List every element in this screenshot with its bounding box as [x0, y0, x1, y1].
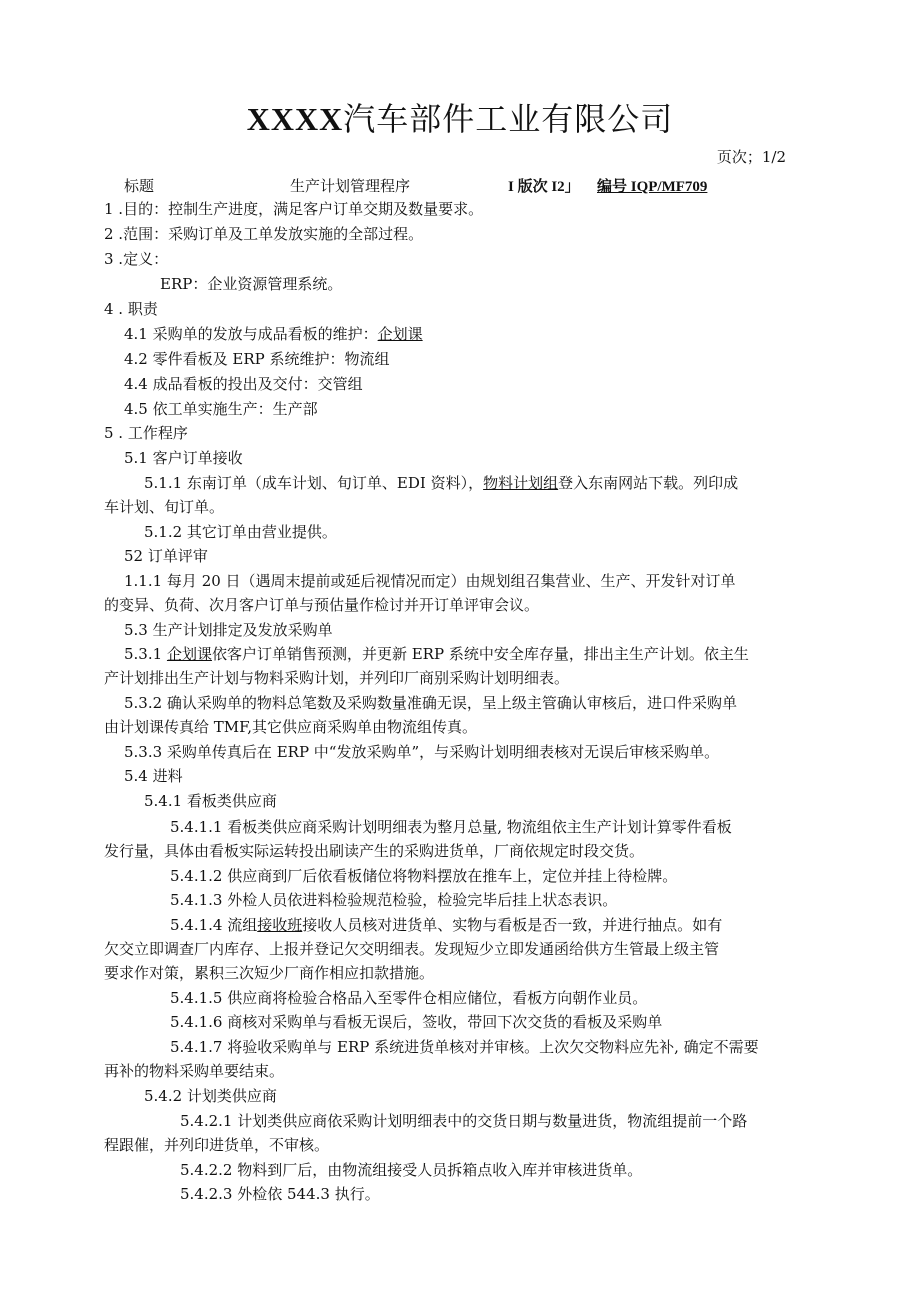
item-5-4-1-4-team: 接收班 [257, 916, 303, 934]
item-5-1-1-text-b: 登入东南网站下载。列印成 [558, 474, 739, 492]
document-header-row [0, 175, 920, 197]
item-5-4-1-1: 5.4.1.1 看板类供应商采购计划明细表为整月总量, 物流组依主生产计划计算零件看板 [170, 818, 732, 836]
item-5-4-1-3: 5.4.1.3 外检人员依进料检验规范检验，检验完毕后挂上状态表识。 [170, 891, 618, 909]
item-5-3-1-cont: 产计划排出生产计划与物料采购计划，并列印厂商别采购计划明细表。 [104, 669, 570, 687]
item-5-4-2: 5.4.2 计划类供应商 [144, 1087, 277, 1105]
item-1-1-1-cont: 的变异、负荷、次月客户订单与预估量作检讨并开订单评审会议。 [104, 596, 540, 614]
responsibility-4-4: 4.4 成品看板的投出及交付：交管组 [124, 375, 363, 393]
item-5-4-1-4-text-b: 接收人员核对进货单、实物与看板是否一致，并进行抽点。如有 [302, 916, 723, 934]
item-5-4-1-4-text-a: 5.4.1.4 流组 [170, 916, 258, 934]
page-number: 页次；1/2 [716, 148, 786, 166]
item-5-4-2-1-cont: 程跟催，并列印进货单，不审核。 [104, 1136, 330, 1154]
item-5-4-2-2: 5.4.2.2 物料到厂后，由物流组接受人员拆箱点收入库并审核进货单。 [180, 1161, 643, 1179]
company-name-latin: XXXX [246, 101, 344, 137]
item-5-4-1-4-cont-1: 欠交立即调查厂内库存、上报并登记欠交明细表。发现短少立即发通函给供方生管最上级主管 [104, 940, 720, 958]
item-5-4-1-1-cont: 发行量，具体由看板实际运转投出刷读产生的采购进货单，厂商依规定时段交货。 [104, 842, 645, 860]
item-5-4-1-2: 5.4.1.2 供应商到厂后依看板储位将物料摆放在推车上，定位并挂上待检牌。 [170, 867, 678, 885]
section-4-responsibility: 4 . 职责 [104, 300, 158, 318]
header-title-value: 生产计划管理程序 [290, 177, 411, 195]
header-version: I 版次 I2」 [508, 179, 580, 195]
item-5-1-1-dept: 物料计划组 [483, 474, 559, 492]
subsection-5-3: 5.3 生产计划排定及发放采购单 [124, 621, 333, 639]
item-1-1-1: 1.1.1 每月 20 日（遇周末提前或延后视情况而定）由规划组召集营业、生产、开发针对订单 [124, 572, 736, 590]
responsibility-4-1-text: 4.1 采购单的发放与成品看板的维护： [124, 325, 378, 343]
item-5-4-2-3: 5.4.2.3 外检依 544.3 执行。 [180, 1185, 380, 1203]
item-5-4-1: 5.4.1 看板类供应商 [144, 792, 277, 810]
item-5-3-1-num: 5.3.1 [124, 645, 167, 663]
definition-erp: ERP：企业资源管理系统。 [160, 275, 343, 293]
item-5-1-1-cont: 车计划、旬订单。 [104, 498, 225, 516]
item-5-3-2-cont: 由计划课传真给 TMF,其它供应商采购单由物流组传真。 [104, 718, 477, 736]
item-5-3-1 [124, 643, 749, 664]
item-5-1-1-text-a: 5.1.1 东南订单（成车计划、旬订单、EDI 资料）， [144, 474, 484, 492]
item-5-4-2-1: 5.4.2.1 计划类供应商依采购计划明细表中的交货日期与数量进货，物流组提前一个路 [180, 1112, 748, 1130]
responsibility-4-1 [124, 323, 423, 344]
item-5-3-1-dept: 企划课 [166, 645, 212, 663]
item-5-4-1-4-cont-2: 要求作对策，累积三次短少厂商作相应扣款措施。 [104, 964, 435, 982]
item-5-3-3: 5.3.3 采购单传真后在 ERP 中“发放采购单”，与采购计划明细表核对无误后审核采购单。 [124, 743, 720, 761]
item-5-4-1-6: 5.4.1.6 商核对采购单与看板无误后，签收，带回下次交货的看板及采购单 [170, 1013, 663, 1031]
subsection-5-2: 52 订单评审 [124, 547, 208, 565]
responsibility-4-1-dept: 企划课 [377, 325, 423, 343]
item-5-3-1-text: 依客户订单销售预测，并更新 ERP 系统中安全库存量，排出主生产计划。依主生 [211, 645, 749, 663]
subsection-5-4: 5.4 进料 [124, 767, 183, 785]
item-5-4-1-4 [170, 914, 722, 935]
responsibility-4-2: 4.2 零件看板及 ERP 系统维护：物流组 [124, 350, 390, 368]
company-title [0, 94, 920, 140]
responsibility-4-5: 4.5 依工单实施生产：生产部 [124, 400, 318, 418]
section-1-purpose: 1 .目的：控制生产进度，满足客户订单交期及数量要求。 [104, 200, 484, 218]
item-5-3-2: 5.3.2 确认采购单的物料总笔数及采购数量准确无误，呈上级主管确认审核后，进口件采购单 [124, 694, 737, 712]
item-5-4-1-7-cont: 再补的物料采购单要结束。 [104, 1062, 285, 1080]
subsection-5-1: 5.1 客户订单接收 [124, 449, 243, 467]
section-2-scope: 2 .范围：采购订单及工单发放实施的全部过程。 [104, 225, 424, 243]
item-5-1-2: 5.1.2 其它订单由营业提供。 [144, 523, 337, 541]
section-5-procedure: 5 . 工作程序 [104, 424, 188, 442]
item-5-1-1 [144, 472, 738, 493]
section-3-definition: 3 .定义： [104, 250, 169, 268]
item-5-4-1-7: 5.4.1.7 将验收采购单与 ERP 系统进货单核对并审核。上次欠交物料应先补, 确定不需要 [170, 1038, 759, 1056]
header-document-number: 编号 IQP/MF709 [597, 179, 708, 195]
company-name-chinese: 汽车部件工业有限公司 [343, 100, 674, 138]
header-title-label: 标题 [124, 177, 155, 195]
item-5-4-1-5: 5.4.1.5 供应商将检验合格品入至零件仓相应储位，看板方向朝作业员。 [170, 989, 648, 1007]
